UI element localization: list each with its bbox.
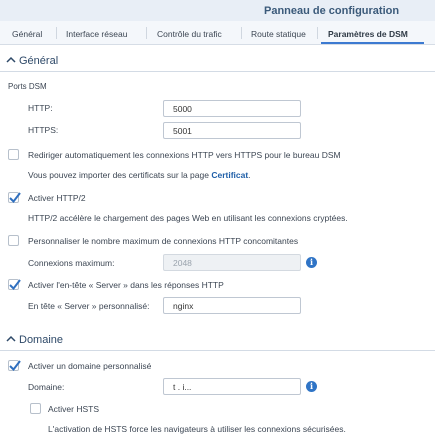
tab-divider xyxy=(56,27,57,39)
server-header-checkbox[interactable] xyxy=(8,279,19,290)
certificate-link[interactable]: Certificat xyxy=(211,170,249,180)
max-connections-field-label: Connexions maximum: xyxy=(28,258,115,268)
section-domain-header[interactable] xyxy=(0,331,435,351)
section-divider xyxy=(0,350,435,351)
tab-dsm-settings[interactable]: Paramètres de DSM xyxy=(328,29,408,39)
tab-general[interactable]: Général xyxy=(12,29,43,39)
certificate-hint-suffix: . xyxy=(248,170,251,180)
hsts-label: Activer HSTS xyxy=(48,404,100,414)
tab-traffic-control[interactable]: Contrôle du trafic xyxy=(157,29,222,39)
tab-network-interface[interactable]: Interface réseau xyxy=(66,29,128,39)
tab-divider xyxy=(241,27,242,39)
http2-description: HTTP/2 accélère le chargement des pages Web en utilisant les connexions cryptées. xyxy=(28,213,348,223)
server-header-input[interactable]: nginx xyxy=(163,297,301,314)
tab-static-route[interactable]: Route statique xyxy=(251,29,306,39)
section-divider xyxy=(0,71,435,72)
window-titlebar xyxy=(0,0,435,21)
domain-field-label: Domaine: xyxy=(28,382,65,392)
server-header-field-label: En tête « Server » personnalisé: xyxy=(28,301,150,311)
info-icon[interactable]: i xyxy=(306,381,317,392)
hsts-checkbox[interactable] xyxy=(30,403,41,414)
chevron-up-icon[interactable] xyxy=(6,56,16,66)
max-connections-input[interactable]: 2048 xyxy=(163,254,301,271)
info-icon[interactable]: i xyxy=(306,257,317,268)
server-header-label: Activer l'en-tête « Server » dans les réponses HTTP xyxy=(28,280,224,290)
checkmark-icon xyxy=(8,278,22,291)
http-port-input[interactable]: 5000 xyxy=(163,100,301,117)
chevron-up-icon[interactable] xyxy=(6,335,16,345)
http2-label: Activer HTTP/2 xyxy=(28,193,86,203)
https-port-label: HTTPS: xyxy=(28,125,59,135)
certificate-hint-text: Vous pouvez importer des certificats sur la page xyxy=(28,170,212,180)
section-title: Général xyxy=(19,55,59,67)
hsts-description: L'activation de HSTS force les navigateurs à utiliser les connexions sécurisées. xyxy=(48,424,346,434)
tab-divider xyxy=(317,27,318,39)
https-port-input[interactable]: 5001 xyxy=(163,122,301,139)
checkmark-icon xyxy=(8,191,22,204)
section-general-header[interactable] xyxy=(0,52,435,72)
custom-domain-checkbox[interactable] xyxy=(8,360,19,371)
active-tab-indicator xyxy=(321,42,424,44)
domain-input[interactable]: t . i... xyxy=(163,378,301,395)
window-title: Panneau de configuration xyxy=(264,5,400,17)
max-connections-label: Personnaliser le nombre maximum de connexions HTTP concomitantes xyxy=(28,236,299,246)
redirect-https-checkbox[interactable] xyxy=(8,149,19,160)
tab-divider xyxy=(146,27,147,39)
certificate-hint xyxy=(28,170,251,180)
redirect-https-label: Rediriger automatiquement les connexions HTTP vers HTTPS pour le bureau DSM xyxy=(28,150,341,160)
max-connections-checkbox[interactable] xyxy=(8,235,19,246)
http2-checkbox[interactable] xyxy=(8,192,19,203)
section-title: Domaine xyxy=(19,334,64,346)
checkmark-icon xyxy=(8,359,22,372)
ports-label: Ports DSM xyxy=(8,82,47,91)
custom-domain-label: Activer un domaine personnalisé xyxy=(28,361,152,371)
http-port-label: HTTP: xyxy=(28,103,53,113)
